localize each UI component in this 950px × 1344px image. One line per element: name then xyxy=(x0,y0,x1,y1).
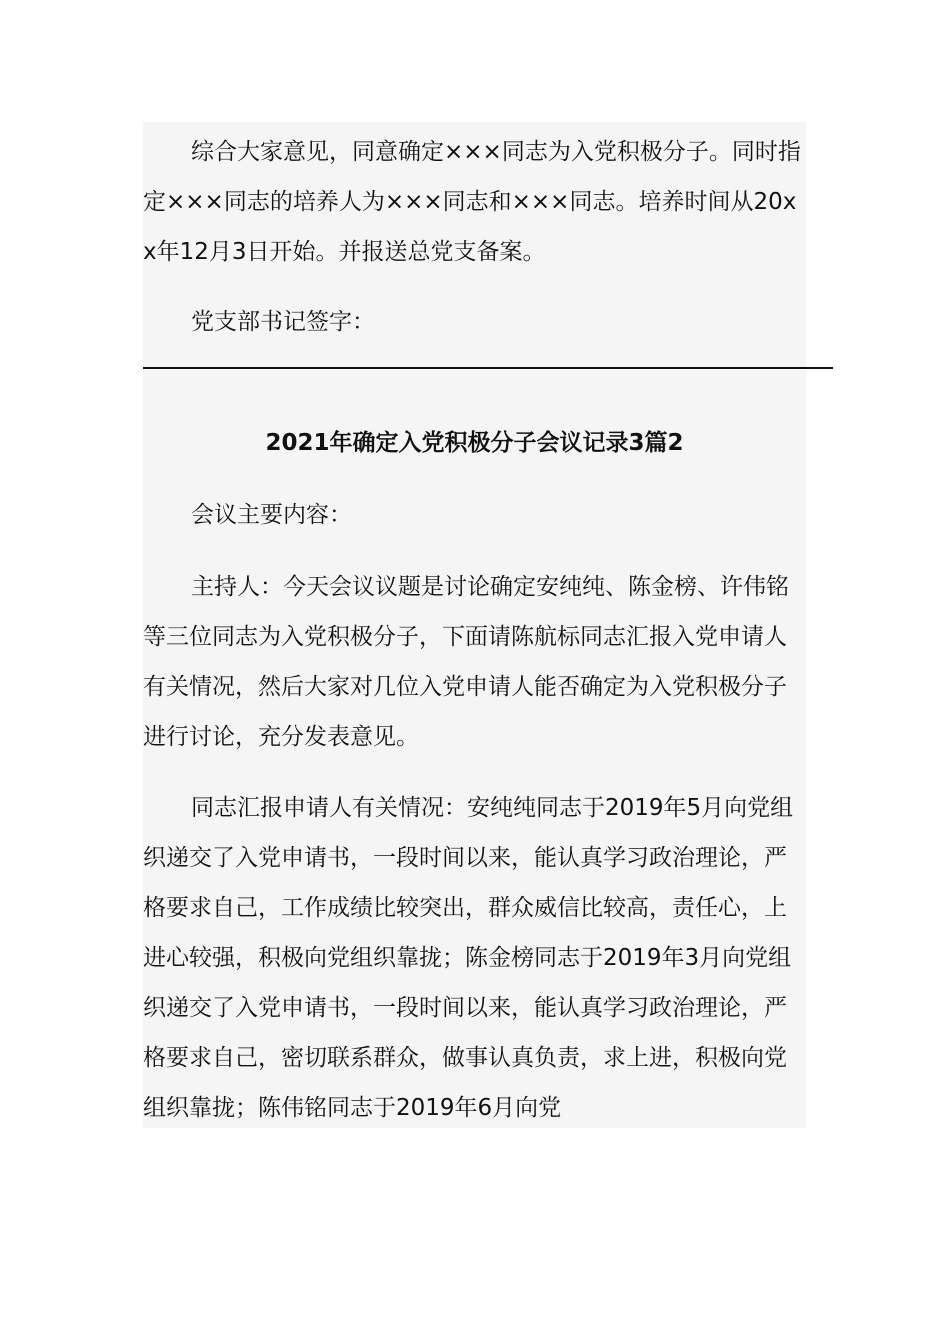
signature-label: 党支部书记签字： xyxy=(191,309,375,335)
paragraph-host-remarks: 主持人：今天会议议题是讨论确定安纯纯、陈金榜、许伟铭等三位同志为入党积极分子，下面请陈航标同志汇报入党申请人有关情况，然后大家对几位入党申请人能否确定为入党积极分子进行讨论，充分发表意见。 xyxy=(143,574,789,750)
document-title: 2021年确定入党积极分子会议记录3篇2 xyxy=(265,430,684,456)
paragraph-applicant-report: 同志汇报申请人有关情况：安纯纯同志于2019年5月向党组织递交了入党申请书，一段时间以来，能认真学习政治理论，严格要求自己，工作成绩比较突出，群众威信比较高，责任心，上进心较强，积极向党组织靠拢；陈金榜同志于2019年3月向党组织递交了入党申请书，一段时间以来，能认真学习政治理论，严格要求自己，密切联系群众，做事认真负责，求上进，积极向党组织靠拢；陈伟铭同志于2019年6月向党 xyxy=(143,795,794,1121)
paragraph-decision: 综合大家意见，同意确定×××同志为入党积极分子。同时指定×××同志的培养人为×××同志和×××同志。培养时间从20xx年12月3日开始。并报送总党支备案。 xyxy=(143,139,801,265)
paragraph-meeting-content: 会议主要内容： xyxy=(191,502,352,528)
section-divider xyxy=(143,367,833,369)
